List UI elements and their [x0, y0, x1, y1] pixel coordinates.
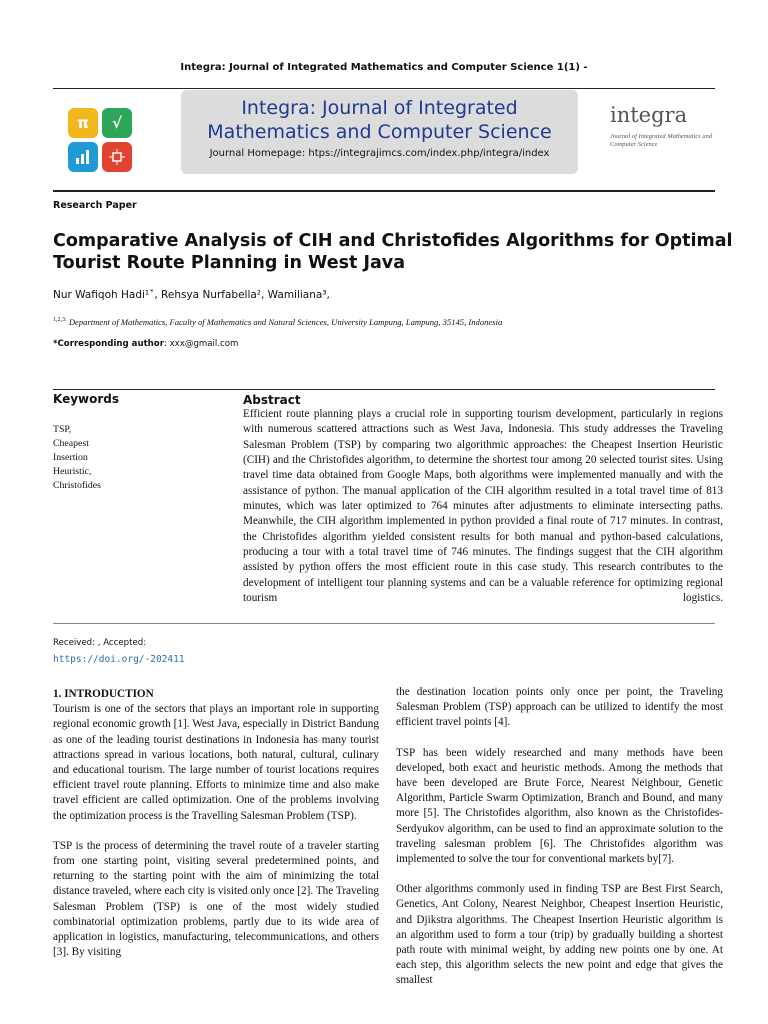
paper-title: Comparative Analysis of CIH and Christofides Algorithms for Optimal Tourist Route Planning in West Java	[53, 231, 733, 273]
keyword-item: Christofides	[53, 480, 101, 491]
body-paragraph: Tourism is one of the sectors that plays an important role in supporting regional economic growth [1]. West Java, especially in District Bandung as one of the leading tourist destinations in Indonesia has many tourist attractions spread in various locations, both natural, cultural, culinary and educational tourism. The large number of tourist locations requires efficient travel route planning. Efforts to minimize time and also make travel efficient are called optimization. One of the problems involving the optimization process is the Travelling Salesman Problem (TSP).	[53, 703, 379, 822]
root-icon: √	[102, 108, 132, 138]
banner-title-line1: Integra: Journal of Integrated	[241, 97, 518, 119]
banner-rule	[53, 190, 715, 192]
running-title: Integra: Journal of Integrated Mathematics and Computer Science 1(1) -	[180, 62, 588, 73]
pi-icon: π	[68, 108, 98, 138]
keyword-item: Heuristic,	[53, 466, 92, 477]
paper-type: Research Paper	[53, 200, 137, 211]
body-paragraph: TSP has been widely researched and many methods have been developed, both exact and heuristic methods. Among the methods that have been developed are Brute Force, Nearest Neighbour, Genetic Algorithm, Particle Swarm Optimization, Branch and Bound, and many more [5]. The Christofides algorithm, also known as the Christofides-Serdyukov algorithm, can be used to find an approximate solution to the traveling salesman problem [6]. The Christofides algorithm was implemented to solve the tour for conventional markets by[7].	[396, 746, 723, 866]
keywords-heading: Keywords	[53, 392, 120, 406]
header-rule	[53, 88, 715, 89]
banner-title-line2: Mathematics and Computer Science	[207, 121, 552, 143]
banner-title	[181, 96, 578, 144]
keywords-list	[53, 423, 101, 493]
doi-link[interactable]: https://doi.org/-202411	[53, 654, 185, 665]
journal-logo	[68, 108, 134, 174]
affiliation	[53, 317, 502, 327]
body-paragraph: the destination location points only once per point, the Traveling Salesman Problem (TSP) approach can be utilized to identify the most efficient travel points [4].	[396, 686, 723, 729]
abstract-text: Efficient route planning plays a crucial role in supporting tourism development, particularly in regions with numerous scattered attractions such as West Java, Indonesia. This study addresses the Traveling Salesman Problem (TSP) by comparing two algorithmic approaches: the Cheapest Insertion Heuristic (CIH) and the Christofides algorithm, to determine the shortest tour among 20 selected tourist sites. Using travel time data obtained from Google Maps, both algorithms were implemented manually and with the assistance of python. The manual application of the CIH algorithm resulted in a total travel time of 813 minutes, which was later optimized to 764 minutes after adjustments to eliminate intersecting paths. Meanwhile, the CIH algorithm implemented in python provided a final route of 717 minutes. In contrast, the Christofides algorithm yielded consistent results for both manual and python-based calculations, producing a tour with a total travel time of 746 minutes. The findings suggest that the CIH algorithm assisted by python offers the most efficient route in this case study. This research contributes to the development of intelligent tour planning systems and can be a valuable reference for optimizing regional tourism logistics.	[243, 408, 723, 605]
body-paragraph: Other algorithms commonly used in finding TSP are Best First Search, Genetics, Ant Colony, Nearest Neighbor, Cheapest Insertion Heuristic, and Djikstra algorithms. The Cheapest Insertion Heuristic algorithm is an algorithm used to form a tour (trip) by gradually building a shortest path route with minimal weight, by adding new points one by one. At each step, this algorithm selects the new point and edge that gives the smallest	[396, 883, 723, 987]
brand-subtitle: Journal of Integrated Mathematics and Computer Science	[610, 133, 713, 148]
authors: Nur Wafiqoh Hadi¹˟, Rehsya Nurfabella², Wamiliana³,	[53, 289, 330, 301]
affiliation-text: Department of Mathematics, Faculty of Mathematics and Natural Sciences, University Lampung, Lampung, 35145, Indonesia	[68, 317, 503, 327]
bar-chart-icon	[68, 142, 98, 172]
corresponding-label: *Corresponding author	[53, 339, 164, 349]
journal-banner	[181, 90, 578, 174]
keyword-item: TSP,	[53, 424, 72, 435]
right-column	[396, 685, 723, 1004]
abstract-top-rule	[53, 389, 715, 390]
abstract-heading: Abstract	[243, 393, 301, 407]
abstract-bottom-rule	[53, 623, 715, 624]
body-paragraph: TSP is the process of determining the travel route of a traveler starting from one starting point, visiting several predetermined points, and returning to the starting point with the aim of minimizing the total distance traveled, where each city is visited only once [2]. The Traveling Salesman Problem (TSP) is one of the most widely studied combinatorial optimization problems, partly due to its wide area of application in logistics, manufacturing, telecommunications, and others [3]. By visiting	[53, 839, 379, 959]
keyword-item: Insertion	[53, 452, 88, 463]
received-dates: Received: , Accepted:	[53, 638, 147, 648]
circuit-icon	[102, 142, 132, 172]
brand-name: integra	[610, 103, 688, 127]
journal-homepage-link[interactable]: Journal Homepage: htps://integrajimcs.com/index.php/integra/index	[209, 148, 550, 159]
keyword-item: Cheapest	[53, 438, 89, 449]
section-title: 1. INTRODUCTION	[53, 688, 154, 700]
affiliation-marks: 1,2,3:	[53, 317, 67, 324]
left-column	[53, 687, 379, 975]
corresponding-email[interactable]: xxx@gmail.com	[169, 339, 239, 349]
corresponding-author: *Corresponding author: xxx@gmail.com	[53, 339, 239, 349]
